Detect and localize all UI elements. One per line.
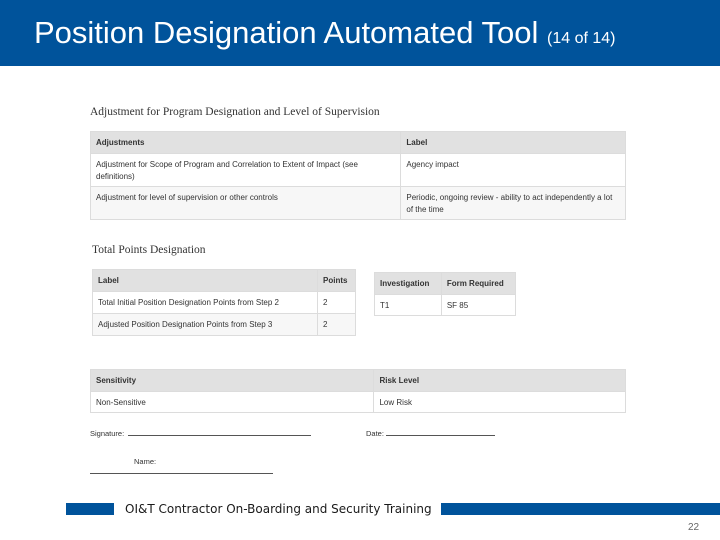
signature-label: Signature: [90,429,125,438]
label-cell: Total Initial Position Designation Points from Step 2 [93,292,318,314]
label-cell: Periodic, ongoing review - ability to act independently a lot of the time [401,187,626,220]
table-row [91,392,626,413]
adjustment-table [90,131,626,220]
total-points-heading: Total Points Designation [92,244,206,256]
sensitivity-cell: Non-Sensitive [91,392,374,413]
table-header-row [375,273,516,295]
date-label: Date: [366,429,384,438]
total-points-table [92,269,356,336]
table-row [91,154,626,187]
column-header-sensitivity: Sensitivity [91,370,374,392]
points-cell: 2 [318,314,356,336]
title-bar [0,0,720,66]
table-row [91,187,626,220]
signature-line [128,435,311,436]
column-header-label: Label [401,132,626,154]
slide-title-suffix: (14 of 14) [547,30,616,47]
investigation-cell: T1 [375,295,442,316]
table-header-row [93,270,356,292]
column-header-points: Points [318,270,356,292]
adjustment-cell: Adjustment for level of supervision or other controls [91,187,401,220]
column-header-adjustments: Adjustments [91,132,401,154]
form-cell: SF 85 [441,295,515,316]
table-row [93,292,356,314]
slide-title-text: Position Designation Automated Tool [34,15,539,50]
table-row [93,314,356,336]
column-header-form-required: Form Required [441,273,515,295]
sensitivity-table [90,369,626,413]
date-line [386,435,495,436]
risk-level-cell: Low Risk [374,392,626,413]
column-header-investigation: Investigation [375,273,442,295]
column-header-label: Label [93,270,318,292]
investigation-table [374,272,516,316]
footer-text: OI&T Contractor On-Boarding and Security Training [122,502,435,516]
footer-bar-right [441,503,720,515]
column-header-risk-level: Risk Level [374,370,626,392]
name-line [90,473,273,474]
slide-title [34,14,615,58]
table-header-row [91,132,626,154]
points-cell: 2 [318,292,356,314]
page-number: 22 [688,522,700,533]
table-row [375,295,516,316]
label-cell: Agency impact [401,154,626,187]
adjustment-cell: Adjustment for Scope of Program and Correlation to Extent of Impact (see definitions) [91,154,401,187]
label-cell: Adjusted Position Designation Points from Step 3 [93,314,318,336]
name-label: Name: [134,457,157,466]
adjustment-heading: Adjustment for Program Designation and Level of Supervision [90,106,380,118]
footer-bar-left [66,503,114,515]
table-header-row [91,370,626,392]
